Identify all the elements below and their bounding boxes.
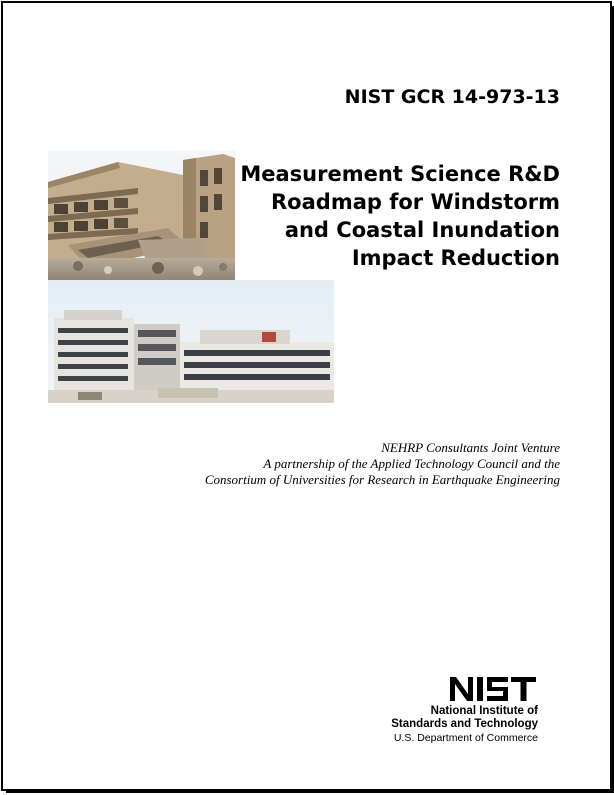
nist-name-line-1: National Institute of <box>430 705 538 717</box>
publisher-line-2: Consortium of Universities for Research in Earthquake Engineering <box>204 472 560 487</box>
publisher-line-1: A partnership of the Applied Technology Council and the <box>263 456 560 471</box>
nist-logo <box>448 675 538 703</box>
collapsed-building-photo <box>48 150 235 280</box>
title-line: Roadmap for Windstorm <box>271 190 560 214</box>
publisher-org: NEHRP Consultants Joint Venture <box>381 440 560 455</box>
publisher-block <box>140 440 560 488</box>
report-title <box>240 160 560 272</box>
nist-department: U.S. Department of Commerce <box>393 732 538 744</box>
report-number: NIST GCR 14-973-13 <box>344 86 560 108</box>
nist-name-line-2: Standards and Technology <box>391 718 538 730</box>
page-shadow-bottom <box>6 790 614 793</box>
title-line: Measurement Science R&D <box>240 162 560 186</box>
damaged-buildings-photo <box>48 280 334 403</box>
title-line: Impact Reduction <box>351 246 560 270</box>
title-line: and Coastal Inundation <box>284 218 560 242</box>
